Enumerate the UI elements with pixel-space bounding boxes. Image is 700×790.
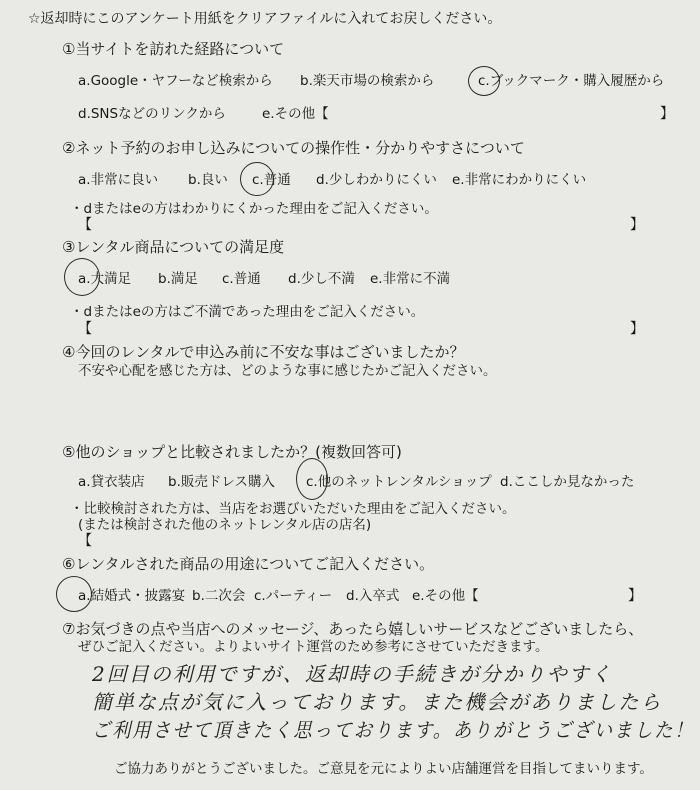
q2-option-d: d.少しわかりにくい — [316, 172, 437, 188]
handwritten-answer-line-2: 簡単な点が気に入っております。また機会がありましたら — [92, 690, 663, 714]
q3-bracket-close: 】 — [630, 321, 644, 337]
return-instruction: ☆返却時にこのアンケート用紙をクリアファイルに入れてお戻しください。 — [28, 11, 502, 27]
q5-title-text: ⑤他のショップと比較されましたか？ — [62, 443, 316, 461]
q3-bracket-open: 【 — [78, 321, 92, 337]
q4-subtitle: 不安や心配を感じた方は、どのような事に感じたかご記入ください。 — [78, 363, 497, 379]
q5-option-b: b.販売ドレス購入 — [168, 474, 275, 490]
q6-option-d: d.入卒式 — [346, 588, 400, 604]
q5-title — [62, 443, 402, 461]
q3-option-a: a.大満足 — [78, 271, 132, 287]
q2-option-e: e.非常にわかりにくい — [452, 172, 587, 188]
q3-reason-prompt: ・dまたはeの方はご不満であった理由をご記入ください。 — [70, 304, 425, 320]
q5-multiple-answers-note: (複数回答可) — [315, 443, 402, 461]
q1-option-c: c.ブックマーク・購入履歴から — [478, 73, 665, 89]
q5-reason-note: (または検討された他のネットレンタル店の店名) — [78, 517, 372, 533]
q5-option-c: c.他のネットレンタルショップ — [306, 474, 492, 490]
q2-reason-prompt: ・dまたはeの方はわかりにくかった理由をご記入ください。 — [70, 201, 438, 217]
q6-option-c: c.パーティー — [254, 588, 333, 604]
q2-bracket-close: 】 — [630, 217, 644, 233]
q2-option-a: a.非常に良い — [78, 172, 159, 188]
q2-option-b: b.良い — [188, 172, 228, 188]
q1-bracket-close: 】 — [660, 106, 674, 122]
q6-option-a: a.結婚式・披露宴 — [78, 588, 186, 604]
q1-option-d: d.SNSなどのリンクから — [78, 106, 226, 122]
q7-subtitle: ぜひご記入ください。よりよいサイト運営のため参考にさせていただきます。 — [78, 639, 549, 655]
q5-option-d: d.ここしか見なかった — [500, 474, 635, 490]
q1-title: ①当サイトを訪れた経路について — [62, 40, 285, 58]
handwritten-answer-line-1: 2回目の利用ですが、返却時の手続きが分かりやすく — [92, 662, 613, 686]
q1-option-a: a.Google・ヤフーなど検索から — [78, 73, 273, 89]
q7-title: ⑦お気づきの点や当店へのメッセージ、あったら嬉しいサービスなどございましたら、 — [62, 620, 644, 638]
q2-title: ②ネット予約のお申し込みについての操作性・分かりやすさについて — [62, 139, 525, 157]
q5-reason-prompt: ・比較検討された方は、当店をお選びいただいた理由をご記入ください。 — [70, 501, 516, 517]
q5-bracket-open: 【 — [78, 533, 92, 549]
q1-option-e: e.その他【 — [262, 106, 329, 122]
q3-option-e: e.非常に不満 — [370, 271, 451, 287]
handwritten-answer-line-3: ご利用させて頂きたく思っております。ありがとうございました！ — [92, 718, 695, 742]
q3-title: ③レンタル商品についての満足度 — [62, 238, 285, 256]
q3-option-b: b.満足 — [158, 271, 198, 287]
q3-option-d: d.少し不満 — [288, 271, 355, 287]
q3-option-c: c.普通 — [222, 271, 261, 287]
q4-title: ④今回のレンタルで申込み前に不安な事はございましたか？ — [62, 343, 465, 361]
q2-option-c: c.普通 — [252, 172, 291, 188]
q1-option-b: b.楽天市場の検索から — [300, 73, 435, 89]
q5-option-a: a.貸衣装店 — [78, 474, 145, 490]
q6-title: ⑥レンタルされた商品の用途についてご記入ください。 — [62, 555, 435, 573]
q6-option-b: b.二次会 — [192, 588, 246, 604]
q2-bracket-open: 【 — [78, 217, 92, 233]
q6-bracket-close: 】 — [628, 588, 642, 604]
footer-thanks: ご協力ありがとうございました。ご意見を元によりよい店舗運営を目指してまいります。 — [114, 761, 653, 777]
q6-option-e: e.その他【 — [412, 588, 479, 604]
